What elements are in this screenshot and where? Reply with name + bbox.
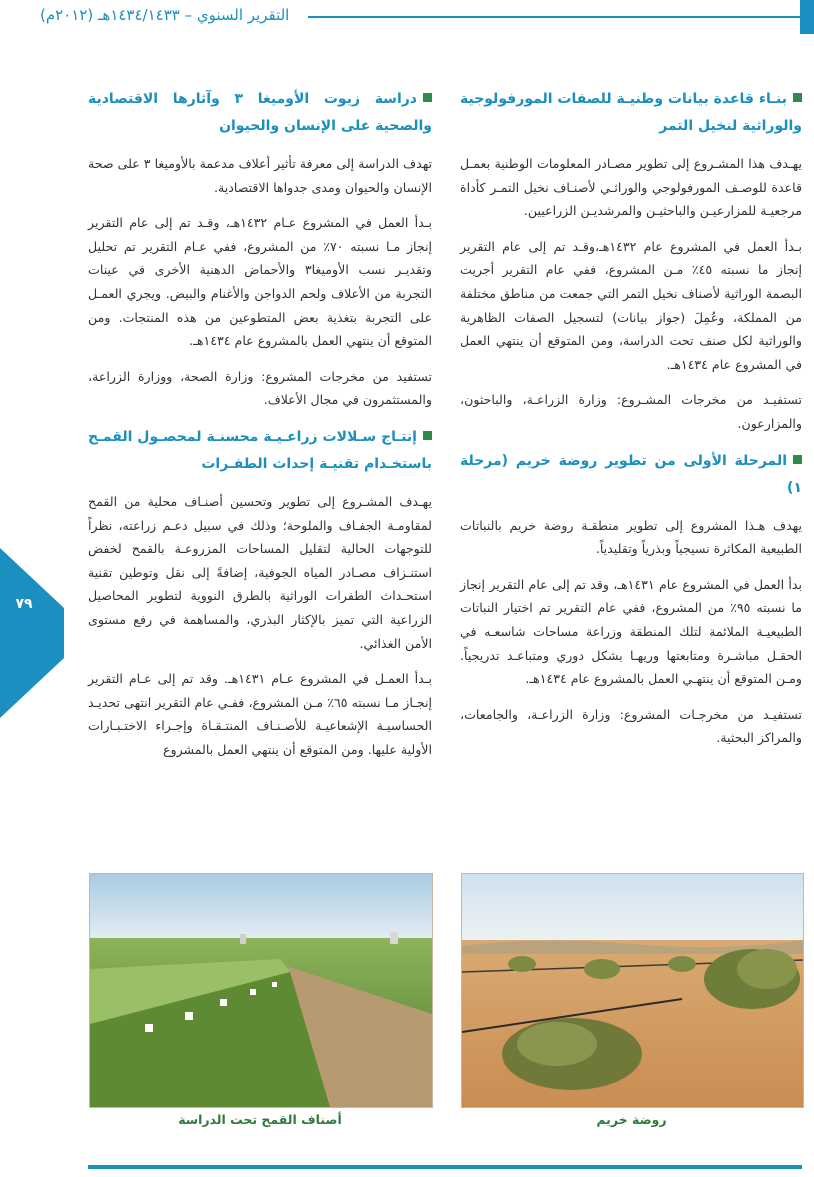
header-tab-decoration: [800, 0, 814, 34]
paragraph: بـدأ العمل في المشروع عام ١٤٣٢هـ،وقـد تم إلى عام التقرير إنجاز ما نسبته ٤٥٪ مـن المشروع، ففي عام التقرير أجريت البصمة الوراثية لأصناف نخيل التمر التي جمعت من مناطق مختلفة من المملكة، وعُمِلَ (جواز بيانات) لتسجيل الصفات الظاهرية والوراثية لكل صنف تحت الدراسة، ومن المتوقع أن ينتهي العمل في المشروع عام ١٤٣٤هـ.: [460, 238, 802, 372]
section-heading-wheat: [88, 424, 432, 478]
paragraph: تهدف الدراسة إلى معرفة تأثير أعلاف مدعمة بالأوميغا ٣ على صحة الإنسان والحيوان ومدى جدواها الاقتصادية.: [88, 156, 433, 195]
paragraph: تستفيـد من مخرجـات المشروع: وزارة الزراعـة، والجامعات، والمراكز البحثية.: [460, 706, 802, 746]
paragraph: يهدف هـذا المشروع إلى تطوير منطقـة روضة خريم بالنباتات الطبيعية المكاثرة نسيجياً وبذرياً وتقليدياً.: [460, 517, 802, 557]
page-number-tab: [0, 548, 64, 718]
desert-shrub-photo: [461, 873, 804, 1108]
paragraph: يهـدف هذا المشـروع إلى تطوير مصـادر المعلومات الوطنية بعمـل قاعدة للوصـف المورفولوجي والوراثـي لأصنـاف نخيل التمـر كأداة مرجعيـة للمزارعيـن والباحثيـن والمرشديـن الزراعيين.: [460, 156, 802, 219]
right-column: [460, 86, 802, 762]
paragraph: بـدأ العمـل في المشروع عـام ١٤٣١هـ. وقد تم إلى عـام التقرير إنجـاز مـا نسبته ٦٥٪ مـن المشروع، ففـي عام التقرير انتهى تحديـد الحساسيـة الإشعاعيـة للأصـنـاف المنتـقـاة وإجـراء الاختـبـارات الأولية عليها. ومن المتوقع أن ينتهي العمل بالمشروع: [88, 671, 433, 757]
wheat-field-photo: [89, 873, 433, 1108]
photo-caption-desert: روضة خريم: [596, 1112, 667, 1127]
page-tab-shape: [0, 548, 64, 718]
left-column: [88, 86, 432, 773]
heading-bullet-icon: [423, 431, 432, 440]
section-heading-omega3: [88, 86, 432, 140]
page-number: ٧٩: [15, 596, 33, 612]
heading-text: بنـاء قاعدة بيانات وطنيـة للصفات المورفولوجية والوراثية لنخيل التمر: [459, 91, 802, 134]
paragraph: تستفيـد من مخرجات المشـروع: وزارة الزراعـة، والباحثون، والمزارعون.: [460, 392, 802, 431]
paragraph: تستفيد من مخرجات المشروع: وزارة الصحة، ووزارة الزراعة، والمستثمرون في مجال الأعلاف.: [88, 368, 432, 408]
section-heading-date-palm: [460, 86, 802, 140]
section-heading-rawdat-khuraim: [460, 448, 802, 502]
paragraph: بـدأ العمل في المشروع عـام ١٤٣٢هـ، وقـد تم إلى عام التقرير إنجاز مـا نسبته ٧٠٪ من المشروع، ففي عـام التقرير تم تحليل وتقديـر نسب الأوميغا٣ والأحماض الدهنية الأخرى في عينات التجربة من الأعلاف ولحم الدواجن والأغنام والبيض. ويجري العمـل على التجربة بتغذية بعض المتطوعين من هذه المنتجات. ومن المتوقع أن ينتهي العمل بالمشروع عام ١٤٣٤هـ.: [88, 215, 432, 349]
paragraph: يهـدف المشـروع إلى تطوير وتحسين أصنـاف محلية من القمح لمقاومـة الجفـاف والملوحة؛ وذلك في سبيل دعـم زراعته، نظراً للتوجهات الحالية لتقليل المساحات المزروعـة بالقمح لخفض استنـزاف مصـادر المياه الجوفية، إضافةً إلى نقل وتوطين تقنية استحـداث الطفرات الوراثية بالطرق النووية لتطوير المحاصيل الزراعية التي تميز بالإكثار البذري، والمساهمة في رفع مستوى الأمن الغذائي.: [88, 493, 432, 651]
header-rule: [308, 16, 806, 18]
heading-text: المرحلة الأولى من تطوير روضة خريم (مرحلة ١): [460, 452, 802, 496]
paragraph: بدأ العمل في المشروع عام ١٤٣١هـ، وقد تم إلى عام التقرير إنجاز ما نسبته ٩٥٪ من المشروع، ففي عام التقرير تم اختيار النباتات الطبيعيـة الملائمة لتلك المنطقة وزراعة مساحات شاسعـه في الحقـل مباشـرة ومتابعتها وريهـا بشكل دوري ومتباعـد تدريجياً. ومـن المتوقع أن ينتهـي العمل بالمشروع عام ١٤٣٤هـ.: [460, 576, 802, 687]
heading-text: دراسة زيوت الأوميغا ٣ وآثارها الاقتصادية والصحية على الإنسان والحيوان: [88, 91, 432, 134]
heading-bullet-icon: [793, 455, 802, 464]
page-header: [0, 0, 814, 40]
desert-photo-illustration: [462, 874, 803, 1107]
photo-caption-wheat: أصناف القمح تحت الدراسة: [178, 1112, 342, 1127]
heading-bullet-icon: [793, 93, 802, 102]
header-title: التقرير السنوي – ١٤٣٤/١٤٣٣هـ (٢٠١٢م): [40, 6, 290, 24]
wheat-photo-illustration: [90, 874, 432, 1107]
heading-text: إنتـاج سـلالات زراعـيـة محسنـة لمحصـول القمـح باستخـدام تقنيـة إحداث الطفـرات: [88, 428, 432, 472]
footer-rule: [88, 1165, 802, 1169]
heading-bullet-icon: [423, 93, 432, 102]
